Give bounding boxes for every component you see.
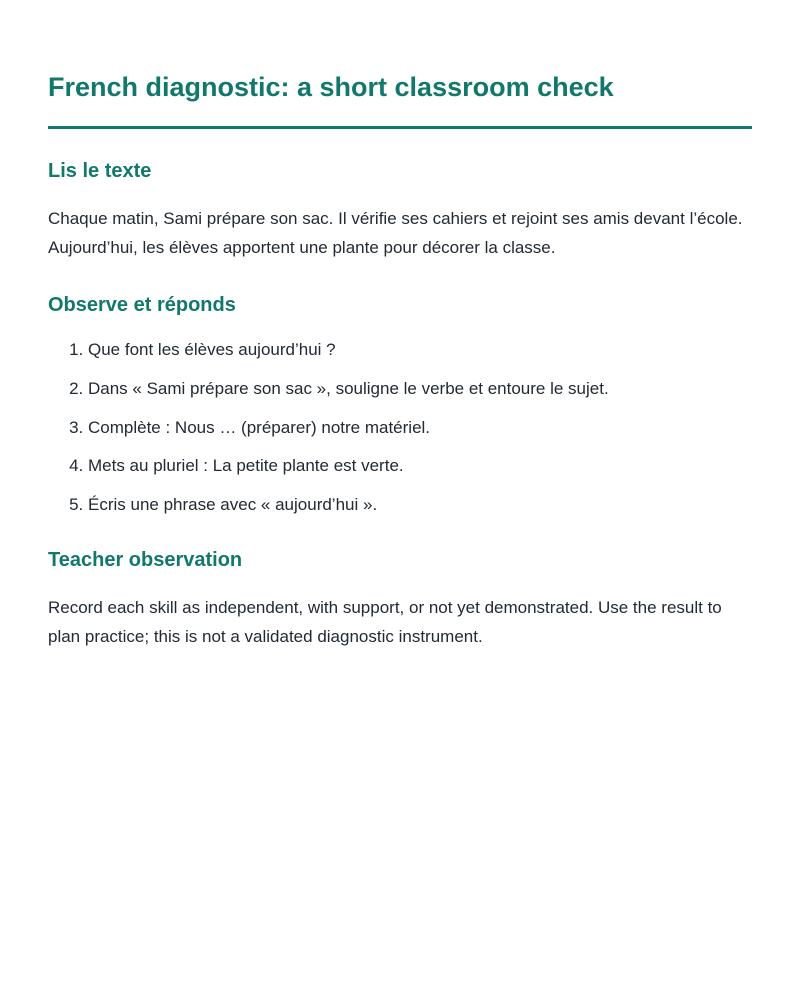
question-list: [48, 338, 752, 517]
question-item: 4. Mets au pluriel : La petite plante est verte.: [88, 454, 752, 478]
read-section: [48, 158, 752, 262]
question-item: 1. Que font les élèves aujourd’hui ?: [88, 338, 752, 362]
question-item: 5. Écris une phrase avec « aujourd’hui ».: [88, 493, 752, 517]
observe-section: [48, 292, 752, 517]
read-passage: Chaque matin, Sami prépare son sac. Il vérifie ses cahiers et rejoint ses amis devant l’école. Aujourd’hui, les élèves apportent une plante pour décorer la classe.: [48, 209, 743, 257]
teacher-section: [48, 547, 752, 651]
observe-section-heading: Observe et réponds: [48, 294, 236, 316]
teacher-section-heading: Teacher observation: [48, 549, 243, 572]
title-divider: [48, 126, 752, 129]
question-item: 3. Complète : Nous … (préparer) notre matériel.: [88, 416, 752, 440]
question-item: 2. Dans « Sami prépare son sac », souligne le verbe et entoure le sujet.: [88, 377, 752, 401]
read-section-heading: Lis le texte: [48, 160, 152, 182]
teacher-note: Record each skill as independent, with support, or not yet demonstrated. Use the result to plan practice; this is not a validated diagnostic instrument.: [48, 598, 722, 647]
page-title: French diagnostic: a short classroom check: [48, 72, 614, 102]
